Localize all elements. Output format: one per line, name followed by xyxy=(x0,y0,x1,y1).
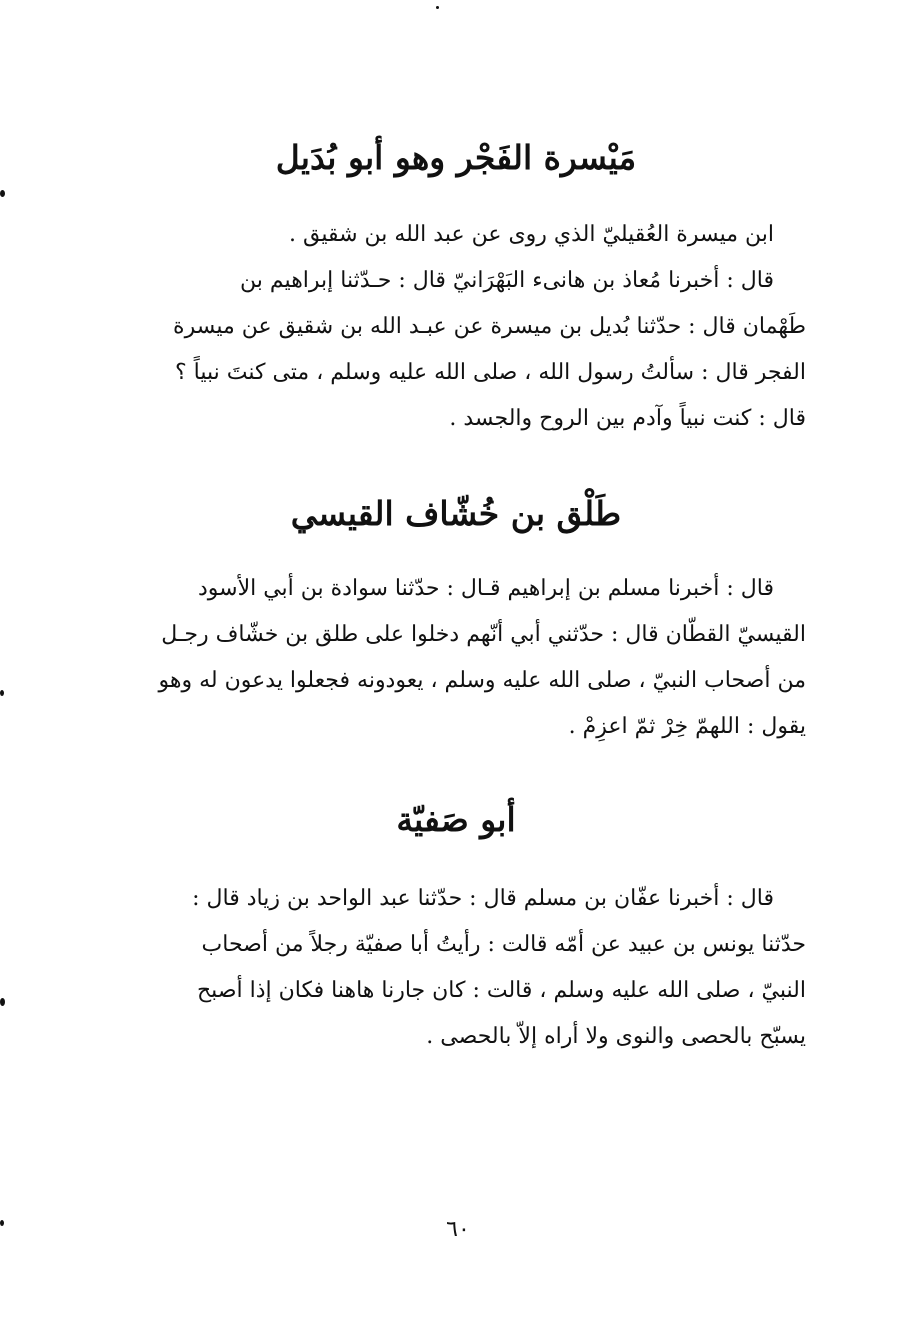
text-line: يسبّح بالحصى والنوى ولا أراه إلاّ بالحصى . xyxy=(426,1024,806,1049)
scan-edge-mark xyxy=(436,6,439,9)
text-line: الفجر قال : سألتُ رسول الله ، صلى الله عليه وسلم ، متى كنتَ نبياً ؟ xyxy=(174,360,806,385)
text-line: قال : أخبرنا مسلم بن إبراهيم قـال : حدّثنا سوادة بن أبي الأسود xyxy=(197,576,774,601)
section-body-talq xyxy=(106,566,806,750)
text-line: قال : أخبرنا عفّان بن مسلم قال : حدّثنا عبد الواحد بن زياد قال : xyxy=(192,886,774,911)
scan-edge-mark xyxy=(0,690,4,696)
section-body-maysara xyxy=(106,212,806,442)
scan-edge-mark xyxy=(0,1220,4,1226)
text-line: النبيّ ، صلى الله عليه وسلم ، قالت : كان جارنا هاهنا فكان إذا أصبح xyxy=(196,978,806,1003)
section-heading-maysara: مَيْسرة الفَجْر وهو أبو بُدَيل xyxy=(275,138,637,177)
text-line: ابن ميسرة العُقيليّ الذي روى عن عبد الله بن شقيق . xyxy=(289,222,774,247)
text-line: من أصحاب النبيّ ، صلى الله عليه وسلم ، يعودونه فجعلوا يدعون له وهو xyxy=(158,668,806,693)
text-line: قال : كنت نبياً وآدم بين الروح والجسد . xyxy=(449,406,806,431)
section-heading-abu-safiyya: أبو صَفيّة xyxy=(396,800,516,839)
text-line: يقول : اللهمّ خِرْ ثمّ اعزِمْ . xyxy=(568,714,806,739)
scan-edge-mark xyxy=(0,998,5,1006)
section-body-abu-safiyya xyxy=(106,876,806,1060)
text-line: قال : أخبرنا مُعاذ بن هانىء البَهْرَانيّ قال : حـدّثنا إبراهيم بن xyxy=(240,268,774,293)
section-heading-talq: طَلْق بن خُشّاف القيسي xyxy=(290,494,622,533)
text-line: القيسيّ القطّان قال : حدّثني أبي أنّهم دخلوا على طلق بن خشّاف رجـل xyxy=(161,622,806,647)
text-line: طَهْمان قال : حدّثنا بُديل بن ميسرة عن عبـد الله بن شقيق عن ميسرة xyxy=(173,314,806,339)
text-line: حدّثنا يونس بن عبيد عن أمّه قالت : رأيتُ أبا صفيّة رجلاً من أصحاب xyxy=(201,932,806,957)
page-number: ٦٠ xyxy=(446,1217,470,1242)
scan-edge-mark xyxy=(0,190,5,197)
